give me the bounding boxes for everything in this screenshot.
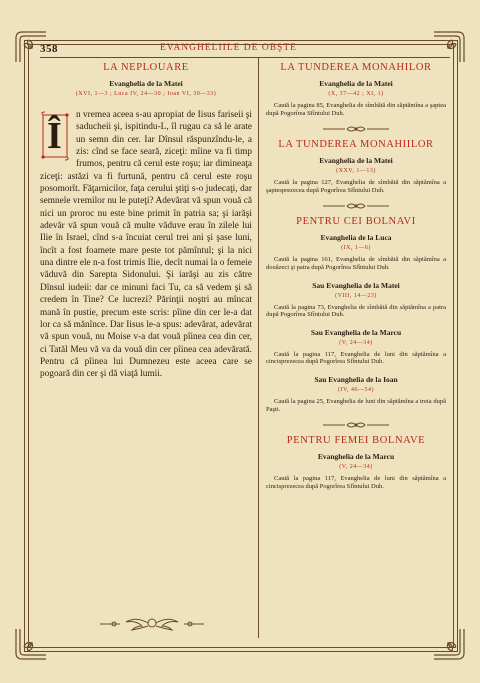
running-header <box>40 40 450 58</box>
cross-reference-text: Caută la pagina 161, Evanghelia de sîmbătă din săptămîna a douăzeci şi patra după Pogorîrea Sfîntului Duh. <box>266 256 446 271</box>
right-column <box>266 62 446 490</box>
page-number: 358 <box>40 43 58 55</box>
angel-ornament-icon <box>92 614 212 634</box>
section-title: LA TUNDEREA MONAHIILOR <box>278 139 434 151</box>
section-title: PENTRU FEMEI BOLNAVE <box>286 435 426 447</box>
verse-reference: (IV, 46—54) <box>337 386 375 393</box>
gospel-text <box>40 109 252 381</box>
running-title: EVANGHELIILE DE OBŞTE <box>160 43 297 53</box>
drop-cap-frame <box>40 111 70 161</box>
gospel-reference: Evanghelia de la Marcu <box>317 452 395 462</box>
verse-reference: (VIII, 14—23) <box>335 292 377 299</box>
corner-ornament-icon <box>432 627 466 661</box>
divider-ornament-icon <box>321 125 391 133</box>
verse-reference: (V, 24—34) <box>339 339 373 346</box>
cross-reference-text: Caută la pagina 127, Evanghelia de sîmbătă din săptămîna a şaptesprezecea după Pogorîrea Sfîntului Duh. <box>266 179 446 194</box>
header-rule <box>40 57 450 58</box>
cross-reference-text: Caută la pagina 73, Evanghelia de sîmbătă din săptămîna a patra după Pogorîrea Sfîntului Duh. <box>266 303 446 319</box>
cross-reference-text: Caută la pagina 117, Evanghelia de luni din săptămîna a cincisprezecea după Pogorîrea Sfîntului Duh. <box>266 475 446 490</box>
left-column <box>40 62 252 381</box>
verse-reference: (XXV, 1—13) <box>336 168 376 175</box>
cross-reference-text: Caută la pagina 25, Evanghelia de luni din săptămîna a treia după Paşti. <box>266 397 446 413</box>
verse-reference: (IX, 1—6) <box>341 245 371 252</box>
section-title: LA NEPLOUARE <box>103 62 189 73</box>
drop-cap: Î <box>47 115 62 157</box>
gospel-reference: Evanghelia de la Matei <box>319 79 393 88</box>
verse-reference: (V, 24—34) <box>339 464 373 471</box>
cross-reference-text: Caută la pagina 85, Evanghelia de sîmbătă din săptămîna a şaptea după Pogorîrea Sfîntului Duh. <box>266 102 446 117</box>
gospel-reference: Sau Evanghelia de la Matei <box>312 280 400 290</box>
gospel-reference: Evanghelia de la Matei <box>109 79 183 88</box>
corner-ornament-icon <box>14 627 48 661</box>
cross-reference-text: Caută la pagina 117, Evanghelia de luni din săptămîna a cincisprezecea după Pogorîrea Sfîntului Duh. <box>266 350 446 366</box>
gospel-reference: Sau Evanghelia de la Ioan <box>314 374 398 384</box>
gospel-reference: Evanghelia de la Luca <box>320 233 392 243</box>
gospel-body: n vremea aceea s-au apropiat de Iisus fariseii şi saducheii şi, ispitindu-L, îl rugau ca să le arate un semn din cer. Iar Dînsul răspunzîndu-le, a zis: cînd se face seară, ziceţi: mîine va fi timp frumos, pentru că cerul este roşu; iar dimineaţa ziceţi: astăzi va fi furtună, pentru că cerul este roşu posomorît. Făţarnicilor, faţa cerului ştiţi s-o judecaţi, dar semnele vremilor nu le puteţi? Adevărat vă spun vouă că nici un proroc nu este bine primit în patria sa; şi iarăşi adevăr vă spun vouă că multe văduve erau în zilele lui Ilie în Israel, cînd s-a încuiat cerul trei ani şi şase luni, încît a fost foamete mare peste tot pămîntul; şi la nici una dintre ele n-a fost trimis Ilie, decît numai la o femeie văduvă din Sarepta Sidonului. Şi iarăşi au zis către Dînsul iudeii: dar ce minuni faci Tu, ca să vedem şi să credem în Tine? Ce lucrezi? Părinţii noştri au mîncat mană în pustie, precum este scris: pîine din cer le-a dat lor ca să mănînce. Dar Iisus le-a spus: adevărat, adevărat vă spun vouă, nu Moise v-a dat vouă pîinea cea din cer, ci Tatăl Meu vă va da vouă din cer pîinea cea adevărată. Pentru că pîinea lui Dumnezeu este aceea care se pogoară din cer şi dă viaţă lumii. <box>40 110 252 380</box>
divider-ornament-icon <box>321 202 391 210</box>
gospel-reference: Evanghelia de la Matei <box>319 156 393 166</box>
divider-ornament-icon <box>321 421 391 429</box>
section-title: LA TUNDEREA MONAHILOR <box>280 62 432 73</box>
verse-reference: (XVI, 1—3 ; Luca IV, 24—30 ; Ioan VI, 30—33) <box>75 91 217 97</box>
verse-reference: (X, 37—42 ; XI, 1) <box>328 91 384 97</box>
column-divider <box>258 58 259 638</box>
section-title: PENTRU CEI BOLNAVI <box>296 216 416 228</box>
gospel-reference: Sau Evanghelia de la Marcu <box>310 327 402 337</box>
